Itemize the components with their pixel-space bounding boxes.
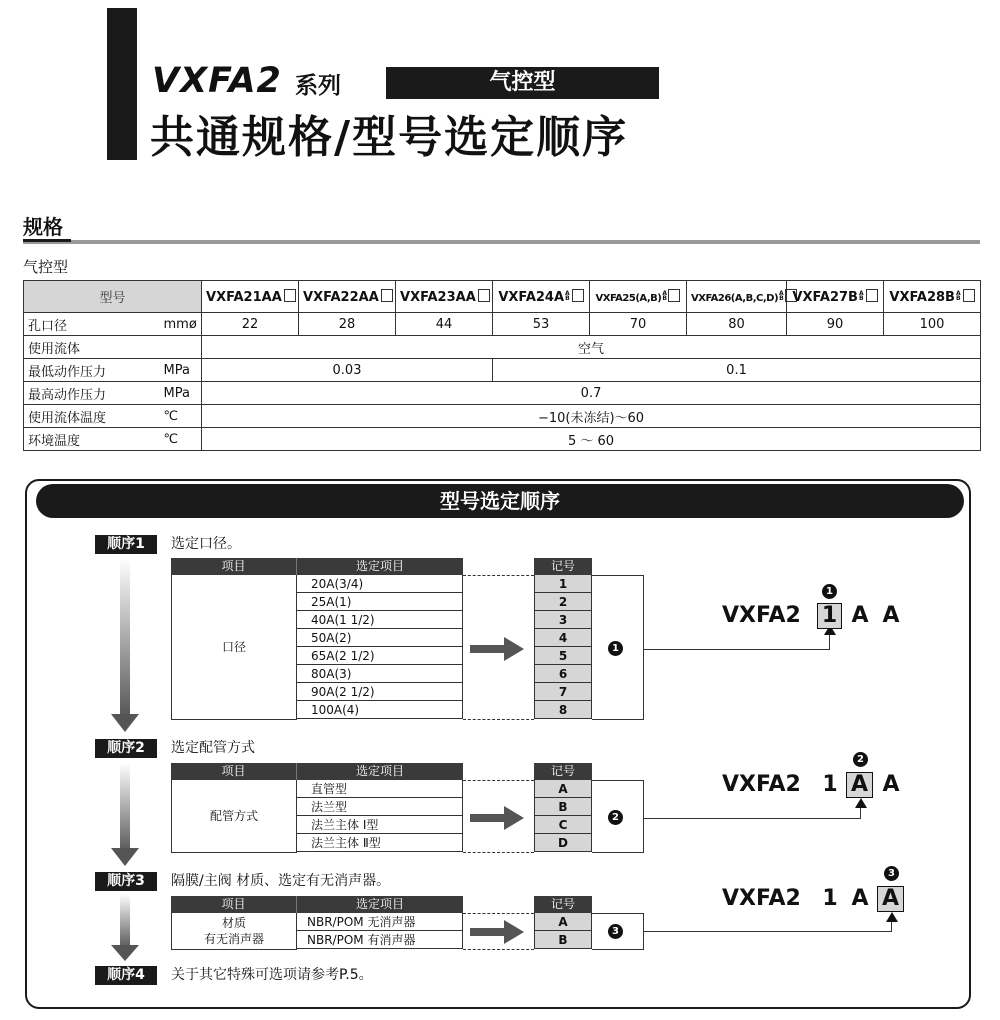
model-header: VXFA26(A,B,C,D)A B — [687, 281, 787, 313]
code-cell: 6 — [534, 665, 592, 683]
model-code-highlight: A — [877, 886, 904, 912]
step3-group-label — [171, 913, 297, 950]
option-item: 直管型 — [296, 780, 463, 798]
table-cell: 53 — [493, 313, 590, 336]
option-item: 法兰型 — [296, 798, 463, 816]
option-item: 90A(2 1/2) — [296, 683, 463, 701]
option-box-icon — [284, 289, 296, 302]
step2-badge: 顺序2 — [95, 739, 157, 758]
leader-line — [829, 633, 830, 650]
table-cell: 100 — [884, 313, 981, 336]
step3-options — [296, 913, 463, 949]
code-cell: 2 — [534, 593, 592, 611]
code-cell: A — [534, 780, 592, 798]
table-cell: 0.03 — [202, 359, 493, 382]
group-label-line: 材质 — [221, 916, 246, 930]
col-header-item: 项目 — [171, 558, 296, 575]
step4-badge: 顺序4 — [95, 966, 157, 985]
ab-stack-icon: A B — [779, 290, 784, 302]
dashed-connector — [463, 719, 534, 720]
row-unit: mmø — [162, 313, 202, 336]
ab-stack-icon: A B — [662, 290, 667, 302]
model-prefix: VXFA2 — [722, 886, 801, 911]
option-item: 法兰主体 Ⅱ型 — [296, 834, 463, 852]
series-suffix: 系列 — [295, 73, 341, 99]
spec-subheading: 气控型 — [23, 258, 69, 276]
row-unit — [162, 336, 202, 359]
bracket-line — [592, 949, 644, 950]
col-header-select: 选定项目 — [296, 558, 463, 575]
row-label: 最高动作压力 — [24, 382, 162, 405]
ab-stack-icon: A B — [565, 289, 570, 302]
spec-header-row — [24, 281, 981, 313]
type-badge: 气控型 — [386, 67, 659, 99]
step2-codes — [534, 780, 592, 852]
model-prefix: VXFA2 — [722, 603, 801, 628]
step1-options — [296, 575, 463, 719]
code-cell: 5 — [534, 647, 592, 665]
code-cell: B — [534, 798, 592, 816]
bracket-line — [643, 780, 644, 853]
row-label: 使用流体 — [24, 336, 162, 359]
ab-stack-icon: A B — [858, 289, 864, 302]
code-cell: 7 — [534, 683, 592, 701]
model-header: VXFA27BA B — [787, 281, 884, 313]
bracket-line — [592, 575, 644, 576]
step1-codes — [534, 575, 592, 719]
step1-marker-icon: 1 — [608, 641, 623, 656]
model-prefix: VXFA2 — [722, 772, 801, 797]
step1-group-label: 口径 — [171, 575, 297, 720]
dashed-connector — [463, 852, 534, 853]
step3-codes — [534, 913, 592, 949]
spec-heading: 规格 — [23, 215, 63, 239]
model-code: A — [882, 603, 900, 628]
code-cell: 8 — [534, 701, 592, 719]
row-unit: ℃ — [162, 405, 202, 428]
code-cell: A — [534, 913, 592, 931]
spec-row-max-pressure — [24, 382, 981, 405]
option-item: 25A(1) — [296, 593, 463, 611]
model-code: 1 — [822, 772, 838, 797]
col-header-item: 项目 — [171, 763, 296, 780]
model-code: A — [851, 603, 869, 628]
selection-panel-title: 型号选定顺序 — [36, 484, 964, 518]
page-title: 共通规格/型号选定顺序 — [150, 112, 629, 163]
bracket-line — [643, 575, 644, 720]
option-box-icon — [866, 289, 878, 302]
spec-row-min-pressure — [24, 359, 981, 382]
option-item: NBR/POM 有消声器 — [296, 931, 463, 949]
step2-options — [296, 780, 463, 852]
option-box-icon — [668, 289, 680, 302]
table-cell: 0.1 — [493, 359, 981, 382]
model-marker-icon: 2 — [853, 752, 868, 767]
step1-description: 选定口径。 — [171, 536, 241, 552]
spec-heading-underline — [23, 239, 71, 242]
down-arrow-icon — [111, 558, 139, 732]
row-unit: MPa — [162, 382, 202, 405]
bracket-line — [592, 780, 644, 781]
model-header: VXFA24AA B — [493, 281, 590, 313]
down-arrow-icon — [111, 894, 139, 961]
step4-description: 关于其它特殊可选项请参考P.5。 — [171, 967, 373, 983]
dashed-connector — [463, 780, 534, 781]
option-box-icon — [478, 289, 490, 302]
model-marker-icon: 1 — [822, 584, 837, 599]
table-cell: 28 — [299, 313, 396, 336]
option-box-icon — [963, 289, 975, 302]
code-cell: 3 — [534, 611, 592, 629]
dashed-connector — [463, 913, 534, 914]
col-header-code: 记号 — [534, 558, 592, 575]
table-cell: 22 — [202, 313, 299, 336]
spec-row-bore — [24, 313, 981, 336]
model-marker-icon: 3 — [884, 866, 899, 881]
option-item: 50A(2) — [296, 629, 463, 647]
option-item: 80A(3) — [296, 665, 463, 683]
row-unit: MPa — [162, 359, 202, 382]
model-header: VXFA23AA — [396, 281, 493, 313]
model-header: VXFA21AA — [202, 281, 299, 313]
option-item: 65A(2 1/2) — [296, 647, 463, 665]
row-label: 环境温度 — [24, 428, 162, 451]
leader-line — [644, 649, 830, 650]
table-cell: −10(未冻结)〜60 — [202, 405, 981, 428]
step-flow-arrows — [108, 556, 144, 976]
step3-badge: 顺序3 — [95, 872, 157, 891]
model-code: 1 — [822, 886, 838, 911]
option-item: 40A(1 1/2) — [296, 611, 463, 629]
step3-description: 隔膜/主阀 材质、选定有无消声器。 — [171, 873, 391, 889]
option-item: 法兰主体 Ⅰ型 — [296, 816, 463, 834]
code-cell: B — [534, 931, 592, 949]
header-accent-bar — [107, 8, 137, 160]
table-cell: 80 — [687, 313, 787, 336]
model-code: A — [882, 772, 900, 797]
spec-row-ambient-temp — [24, 428, 981, 451]
up-arrow-icon — [886, 912, 898, 922]
model-code: A — [851, 886, 869, 911]
option-item: NBR/POM 无消声器 — [296, 913, 463, 931]
bracket-line — [592, 719, 644, 720]
table-cell: 0.7 — [202, 382, 981, 405]
col-header-code: 记号 — [534, 763, 592, 780]
code-cell: D — [534, 834, 592, 852]
table-cell: 90 — [787, 313, 884, 336]
model-header: VXFA22AA — [299, 281, 396, 313]
model-header: VXFA25(A,B)A B — [590, 281, 687, 313]
model-column-header: 型号 — [24, 281, 202, 313]
right-arrow-icon — [470, 806, 526, 830]
down-arrow-icon — [111, 763, 139, 866]
model-code-highlight: A — [846, 772, 873, 798]
right-arrow-icon — [470, 920, 526, 944]
spec-table — [23, 280, 981, 451]
spec-row-fluid — [24, 336, 981, 359]
dashed-connector — [463, 949, 534, 950]
series-title: VXFA2 — [152, 61, 282, 101]
model-header: VXFA28BA B — [884, 281, 981, 313]
row-label: 最低动作压力 — [24, 359, 162, 382]
leader-line — [644, 931, 892, 932]
right-arrow-icon — [470, 637, 526, 661]
spec-divider — [23, 240, 980, 244]
table-cell: 空气 — [202, 336, 981, 359]
step2-group-label: 配管方式 — [171, 780, 297, 853]
option-box-icon — [572, 289, 584, 302]
step2-marker-icon: 2 — [608, 810, 623, 825]
option-box-icon — [381, 289, 393, 302]
model-code-highlight: 1 — [817, 603, 842, 629]
up-arrow-icon — [855, 798, 867, 808]
code-cell: 1 — [534, 575, 592, 593]
option-item: 100A(4) — [296, 701, 463, 719]
code-cell: C — [534, 816, 592, 834]
step2-description: 选定配管方式 — [171, 740, 255, 756]
spec-row-fluid-temp — [24, 405, 981, 428]
col-header-code: 记号 — [534, 896, 592, 913]
table-cell: 44 — [396, 313, 493, 336]
step1-badge: 顺序1 — [95, 535, 157, 554]
table-cell: 5 〜 60 — [202, 428, 981, 451]
code-cell: 4 — [534, 629, 592, 647]
row-label: 使用流体温度 — [24, 405, 162, 428]
ab-stack-icon: A B — [955, 289, 961, 302]
step3-marker-icon: 3 — [608, 924, 623, 939]
table-cell: 70 — [590, 313, 687, 336]
col-header-item: 项目 — [171, 896, 296, 913]
leader-line — [644, 818, 861, 819]
col-header-select: 选定项目 — [296, 763, 463, 780]
bracket-line — [592, 852, 644, 853]
row-label: 孔口径 — [24, 313, 162, 336]
col-header-select: 选定项目 — [296, 896, 463, 913]
dashed-connector — [463, 575, 534, 576]
bracket-line — [592, 913, 644, 914]
group-label-line: 有无消声器 — [203, 932, 264, 946]
row-unit: ℃ — [162, 428, 202, 451]
option-item: 20A(3/4) — [296, 575, 463, 593]
